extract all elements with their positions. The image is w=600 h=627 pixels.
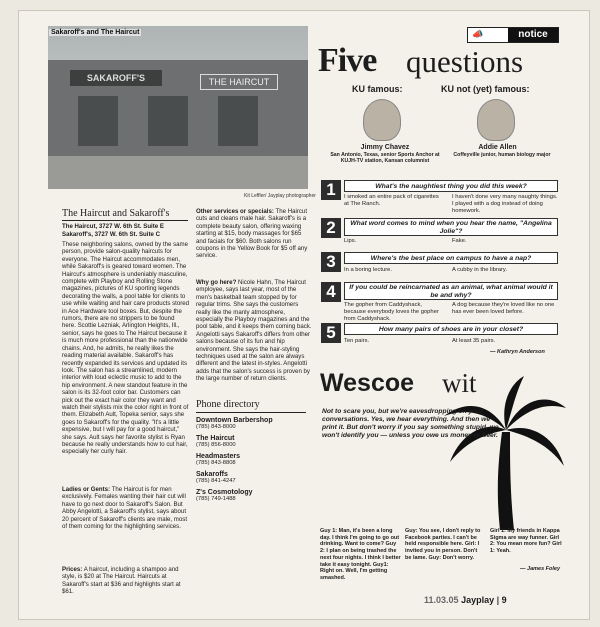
byline-james: — James Foley [520,566,561,572]
five-questions-title-light: questions [406,44,524,79]
other-text: The Haircut cuts and cleans male hair. Sakaroff's is a complete beauty salon, offering waxing starting at $15, body massages for $65 and facials for $60. Both salons run coupons in the Yellow Book for $5 off any service. [196,208,308,260]
megaphone-icon: 📣 [472,29,484,39]
phone-number: (785) 856-8000 [196,442,236,448]
directory-rule [196,412,306,413]
phone-entry [196,489,312,502]
question-number: 5 [321,323,341,343]
five-questions-title-bold: Five [318,42,377,79]
ku-not-famous-label: KU not (yet) famous: [441,84,530,94]
phone-name: Downtown Barbershop [196,417,273,424]
phone-list [196,417,312,507]
question-number: 2 [321,218,341,238]
page-number: 9 [501,595,507,605]
phone-entry [196,471,312,484]
headline-rule [62,220,188,221]
photo-credit: Kit Leffler/ Jayplay photographer [244,193,316,199]
conversation-2: Guy: You see, I don't reply to Facebook parties. I can't be held responsible here. Girl: I invited you in person. Don't be lame. Guy: Don't worry. [405,528,481,561]
question-number: 3 [321,252,341,272]
phone-name: Z's Cosmotology [196,489,253,496]
parking-lot [48,156,308,189]
wescoe-title: Wescoe [320,369,415,397]
question-text: Where's the best place on campus to have a nap? [344,252,558,264]
answer-left: Lips. [344,238,357,244]
question-text: What's the naughtiest thing you did this week? [344,180,558,192]
answer-left: In a boring lecture. [344,267,393,273]
prices-label: Prices: [62,566,83,573]
ladies-section [62,486,190,530]
phone-name: Headmasters [196,453,240,460]
byline-kathryn: — Kathryn Anderson [490,349,545,355]
avatar [477,99,515,141]
salon-photo [48,26,308,189]
answer-left: The gopher from Caddyshack, because everybody loves the gopher from Caddyshack. [344,302,439,322]
photo-caption: Sakaroff's and The Haircut [51,29,140,36]
palm-tree-icon [440,372,570,532]
notice-badge [467,27,559,43]
phone-number: (785) 843-8000 [196,424,236,430]
window [78,96,118,146]
answer-right: At least 35 pairs. [452,338,496,344]
footer-name: Jayplay [461,595,495,605]
phone-entry [196,453,312,466]
wescoe-intro: Not to scare you, but we're eavesdropping on your conversations. Yes, we hear everything. And then we print it. But don't worry if you say something stupid, we won't identify you — unless you owe us money or beer. [322,408,499,439]
answer-left: Ten pairs. [344,338,370,344]
phone-number: (785) 843-8808 [196,460,236,466]
answer-right: A cubby in the library. [452,267,507,273]
phone-directory-title: Phone directory [196,399,260,410]
wit-title: wit [442,368,477,398]
question-text: If you could be reincarnated as an animal, what animal would it be and why? [344,282,558,300]
phone-name: Sakaroffs [196,471,228,478]
why-label: Why go here? [196,279,237,286]
conversation-3: Girl 1: My friends in Kappa Sigma are way funner. Girl 2: You mean more fun? Girl 1: Yeah. [490,528,562,555]
ku-famous-label: KU famous: [352,84,403,94]
person2-name: Addie Allen [478,144,517,151]
person2-desc: Coffeyville junior, human biology major [453,152,551,158]
phone-name: The Haircut [196,435,235,442]
article-headline: The Haircut and Sakaroff's [62,208,170,219]
notice-label: notice [508,28,558,42]
window [218,96,258,146]
article-body-col1: These neighboring salons, owned by the same person, provide salon-quality haircuts for everyone. The Haircut accommodates men, while Sakaroff's is geared toward women. The Haircut's atmosphere is undeniably masculine, complete with Playboy and Rolling Stone magazines, pictures of KU sporting legends decorating the walls, a pool table for clients to use while waiting and hair care products stored in Ace Hardware tool boxes. But, despite the rumors, there are no strippers to be found here. Scottie Lezniak, Arlington Heights, Ill., senior, says he goes to The Haircut because it is much more professional than the nationwide chains. And, he admits, he really likes the reading material available. Sakaroff's has recently expanded its services and updated its look. The salon has a streamlined, modern interior with loud eclectic music to add to the hip environment. A new standout feature in the salon is its 32-foot color bar. Customers can pick out the exact hair color they want and watch their stylists mix the color right in front of them. Elizabeth Ault, Topeka senior, says she goes to Sakaroff's for the quality. "It's a little expensive, but I will pay for a good haircut," she says. Ault says her favorite stylist is Ryan because he really understands how to cut hair, especially her curly hair. [62,241,190,456]
question-text: How many pairs of shoes are in your closet? [344,323,558,335]
phone-number: (785) 841-4247 [196,478,236,484]
answer-right: A dog because they're loved like no one has ever been loved before. [452,302,555,315]
question-text: What word comes to mind when you hear the name, "Angelina Jolie"? [344,218,558,236]
other-section [196,208,312,260]
haircut-sign: THE HAIRCUT [200,74,278,90]
avatar [363,99,401,141]
prices-text: A haircut, including a shampoo and style, is $20 at The Haircut. Haircuts at Sakaroff's start at $36 and highlights start at $61. [62,566,181,596]
conversation-1: Guy 1: Man, it's been a long day. I think I'm going to go out drinking. Want to come? Guy 2: I plan on being trashed the next four nights. I think I better take it easy tonight. Guy1: Right on. Well, I'm getting smashed. [320,528,401,581]
phone-entry [196,417,312,430]
other-label: Other services or specials: [196,208,274,215]
address-2: Sakaroff's, 3727 W. 6th St. Suite C [62,231,160,238]
answer-right: I haven't done very many naughty things. I played with a dog instead of doing homework. [452,194,558,214]
person1-desc: San Antonio, Texas, senior Sports Anchor at KUJH-TV station, Kansan columnist [330,152,440,165]
phone-number: (785) 749-1488 [196,496,236,502]
page-footer: 11.03.05 Jayplay | 9 [424,595,507,605]
why-text: Nicole Hahn, The Haircut employee, says last year, most of the men's basketball team stopped by for regular trims. She says the customers really like the manly atmosphere, especially the Playboy magazines and the pool table, and it keeps them coming back. Angelotti says Sakaroff's differs from other salons because of its fun and hip environment. She says the hair-styling techniques used at the salon are always different and the latest in-styles. Angelotti adds that the salon's success is proven by the large number of return clients. [196,279,312,383]
question-number: 4 [321,282,341,302]
sakaroffs-sign: SAKAROFF'S [70,70,162,86]
prices-section [62,566,190,596]
footer-date: 11.03.05 [424,595,459,605]
phone-entry [196,435,312,448]
window [148,96,188,146]
answer-left: I smoked an entire pack of cigarettes at The Ranch. [344,194,439,207]
ladies-text: The Haircut is for men exclusively. Females wanting their hair cut will have to go next door to Sakaroff's Salon. But Abby Angelotti, a Sakaroff's stylist, says about 20 percent of Sakaroff's clients are male, most of them coming for the highlighting services. [62,486,188,531]
person1-name: Jimmy Chavez [360,144,410,151]
address-1: The Haircut, 3727 W. 6th St. Suite E [62,223,164,230]
question-number: 1 [321,180,341,200]
answer-right: Fake. [452,238,467,244]
ladies-label: Ladies or Gents: [62,486,111,493]
why-section [196,279,312,383]
